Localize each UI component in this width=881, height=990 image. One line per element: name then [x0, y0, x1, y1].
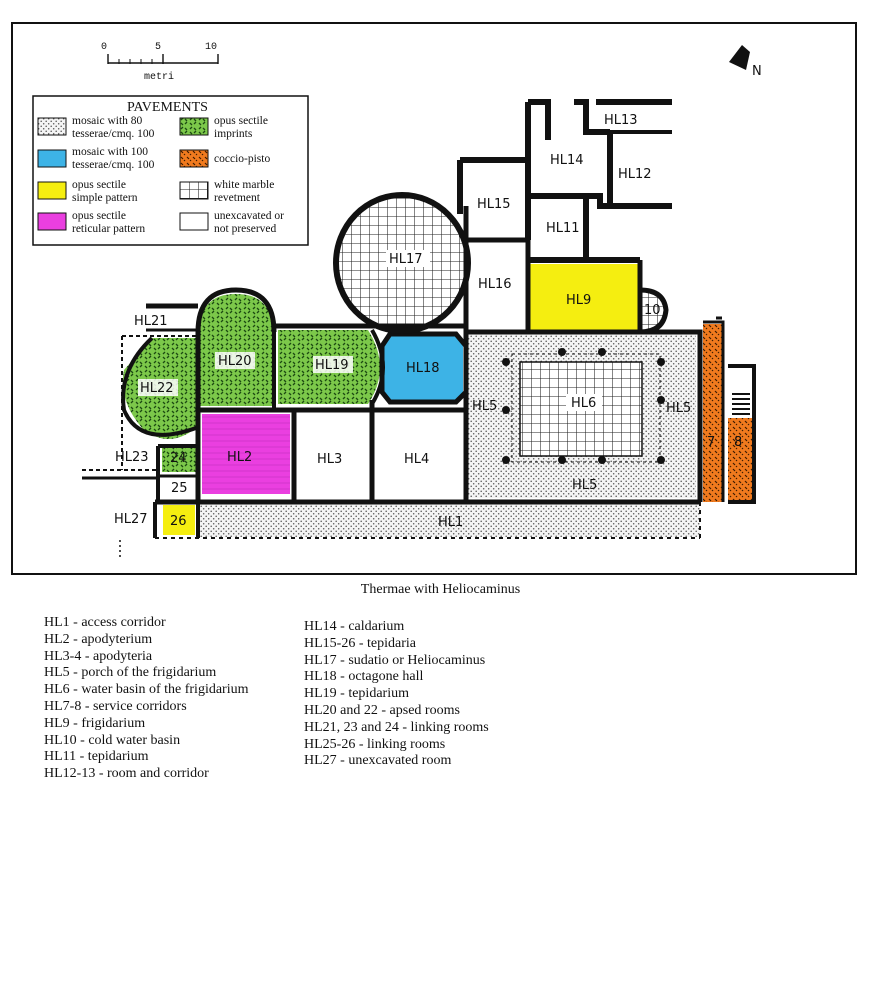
room-label-hl1: HL1 — [438, 515, 464, 530]
key-entry: HL6 - water basin of the frigidarium — [44, 682, 249, 698]
room-label-hl8: 8 — [734, 435, 743, 450]
legend-label: white marble — [214, 179, 275, 191]
legend-label: revetment — [214, 192, 260, 204]
room-label-hl12: HL12 — [618, 167, 652, 182]
legend-label: mosaic with 100 — [72, 146, 149, 158]
key-entry: HL19 - tepidarium — [304, 686, 409, 702]
key-entry: HL3-4 - apodyteria — [44, 648, 153, 664]
room-label-hl26: 26 — [170, 514, 187, 529]
key-entry: HL2 - apodyterium — [44, 631, 153, 647]
key-entry: HL14 - caldarium — [304, 619, 405, 634]
legend-label: opus sectile — [72, 210, 126, 222]
room-label-hl19: HL19 — [315, 358, 349, 373]
key-entry: HL27 - unexcavated room — [304, 753, 452, 769]
key-entry: HL25-26 - linking rooms — [304, 736, 446, 752]
key-entry: HL18 - octagone hall — [304, 669, 424, 685]
room-label-hl3: HL3 — [317, 452, 343, 467]
key-entry: HL9 - frigidarium — [44, 715, 146, 731]
scale-tick-0: 0 — [101, 42, 108, 53]
key-entry: HL17 - sudatio or Heliocaminus — [304, 652, 486, 668]
room-label-hl11: HL11 — [546, 221, 580, 236]
scale-tick-5: 5 — [155, 42, 162, 53]
key-entry: HL5 - porch of the frigidarium — [44, 665, 217, 681]
room-label-hl14: HL14 — [550, 153, 584, 168]
key-entry: HL11 - tepidarium — [44, 749, 149, 765]
room-label-hl5: HL5 — [472, 399, 498, 414]
room-label-hl20: HL20 — [218, 354, 252, 369]
room-label-hl6: HL6 — [571, 396, 597, 411]
room-key-right — [304, 619, 489, 770]
room-label-hl18: HL18 — [406, 361, 440, 376]
room-label-hl24: 24 — [170, 451, 187, 466]
key-entry: HL15-26 - tepidaria — [304, 635, 416, 651]
key-entry: HL20 and 22 - apsed rooms — [304, 702, 460, 718]
room-label-hl13: HL13 — [604, 113, 638, 128]
key-entry: HL1 - access corridor — [44, 615, 166, 630]
room-key-left — [44, 615, 249, 783]
legend-label: unexcavated or — [214, 210, 284, 222]
room-label-hl2: HL2 — [227, 450, 253, 465]
scale-bar — [101, 42, 218, 83]
legend-label: tesserae/cmq. 100 — [72, 159, 155, 171]
north-arrow-icon — [729, 45, 750, 70]
room-label-hl5: HL5 — [572, 478, 598, 493]
legend-label: not preserved — [214, 223, 277, 235]
room-label-hl16: HL16 — [478, 277, 512, 292]
room-label-hl17: HL17 — [389, 252, 423, 267]
scale-tick-10: 10 — [205, 42, 218, 53]
legend-label: simple pattern — [72, 192, 138, 204]
legend-title: PAVEMENTS — [127, 100, 208, 115]
room-label-hl7: 7 — [707, 435, 716, 450]
room-label-hl10: 10 — [644, 303, 661, 318]
north-arrow — [729, 45, 762, 79]
legend-label: opus sectile — [214, 115, 268, 127]
legend-label: tesserae/cmq. 100 — [72, 128, 155, 140]
key-entry: HL10 - cold water basin — [44, 732, 181, 748]
room-label-hl27: HL27 — [114, 512, 148, 527]
legend-label: imprints — [214, 128, 253, 140]
room-label-hl25: 25 — [171, 481, 188, 496]
room-label-hl9: HL9 — [566, 293, 592, 308]
key-entry: HL21, 23 and 24 - linking rooms — [304, 719, 489, 735]
legend-label: opus sectile — [72, 179, 126, 191]
key-entry: HL7-8 - service corridors — [44, 698, 187, 714]
room-label-hl15: HL15 — [477, 197, 511, 212]
legend-label: mosaic with 80 — [72, 115, 143, 127]
legend-label: coccio-pisto — [214, 153, 271, 165]
room-label-hl4: HL4 — [404, 452, 430, 467]
room-label-hl22: HL22 — [140, 381, 174, 396]
figure-caption: Thermae with Heliocaminus — [360, 582, 521, 597]
legend-label: reticular pattern — [72, 223, 146, 235]
room-label-hl5: HL5 — [666, 401, 692, 416]
room-label-hl21: HL21 — [134, 314, 168, 329]
north-label: N — [752, 64, 762, 79]
room-label-hl23: HL23 — [115, 450, 149, 465]
key-entry: HL12-13 - room and corridor — [44, 766, 209, 782]
legend — [33, 96, 308, 245]
scale-unit: metri — [144, 72, 175, 83]
